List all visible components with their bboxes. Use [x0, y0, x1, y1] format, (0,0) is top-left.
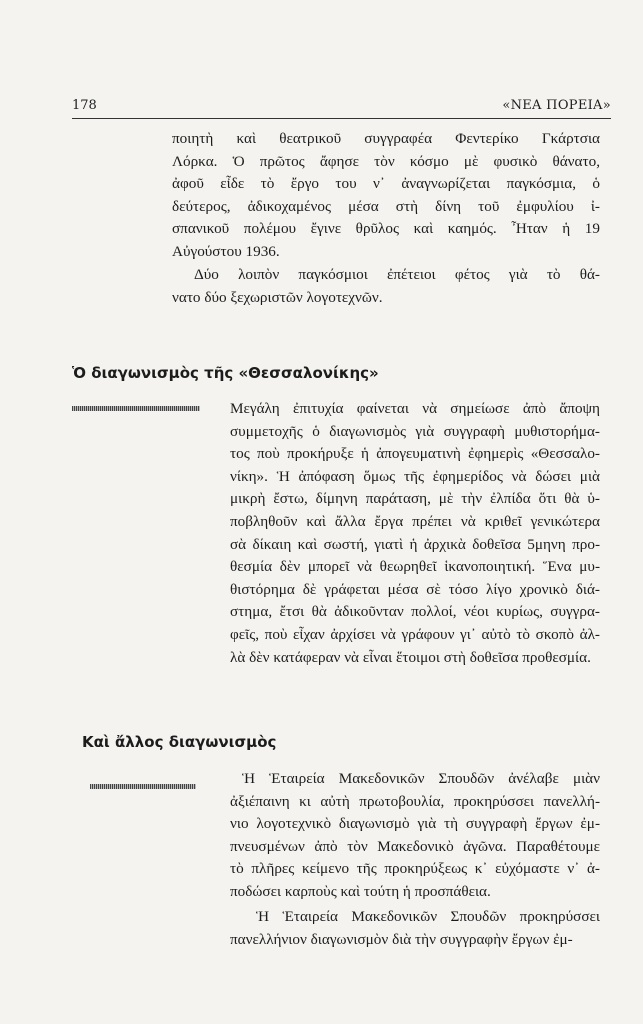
text-line: συμμετοχῆς ὁ διαγωνισμὸς γιὰ συγγραφὴ μυθιστορήμα-: [230, 422, 600, 440]
section-heading-thessaloniki: Ὁ διαγωνισμὸς τῆς «Θεσσαλονίκης»: [72, 364, 379, 382]
text-line: φεῖς, ποὺ εἶχαν ἀρχίσει νὰ γράφουν γι᾿ αὐτὸ τὸ σκοπὸ ἀλ-: [230, 625, 600, 643]
text-line: τὸ πλῆρες κείμενο τῆς προκηρύξεως κ᾿ εὐχόμαστε ν᾿ ἀ-: [230, 860, 600, 878]
text-line: δεύτερος, ἀδικοχαμένος μέσα στὴ δίνη τοῦ ἐμφυλίου ἰ-: [172, 197, 600, 215]
text-line: νιο λογοτεχνικὸ διαγωνισμὸ γιὰ τὴ συγγραφὴ ἔργων ἐμ-: [230, 815, 600, 833]
text-line: Λόρκα. Ὁ πρῶτος ἄφησε τὸν κόσμο μὲ φυσικὸ θάνατο,: [172, 152, 600, 170]
text-line: πανελλήνιον διαγωνισμὸν διὰ τὴν συγγραφὴν ἔργων ἐμ-: [230, 930, 573, 948]
text-line: θιστόρημα δὲ γράφεται μέσα σὲ τόσο λίγο χρονικὸ διά-: [230, 580, 600, 598]
text-line: νίκη». Ἡ ἀπόφαση ὅμως τῆς ἐφημερίδος νὰ δώσει μιὰ: [230, 467, 600, 485]
text-line: Αὐγούστου 1936.: [172, 242, 280, 260]
text-line: στημα, ἔτσι θὰ ἀδικοῦνταν πολλοί, νέοι κυρίως, συγγρα-: [230, 603, 600, 621]
text-line: Ἡ Ἑταιρεία Μακεδονικῶν Σπουδῶν ἀνέλαβε μιὰν: [242, 770, 600, 787]
text-line: σπανικοῦ πολέμου ἔγινε θρῦλος καὶ καημός. Ἦταν ἡ 19: [172, 220, 600, 238]
text-line: ἀξιέπαινη κι αὐτὴ πρωτοβουλία, προκηρύσσει πανελλή-: [230, 792, 600, 810]
text-line: ποβληθοῦν καὶ ἄλλα ἔργα πρέπει νὰ κριθεῖ γενικώτερα: [230, 512, 600, 530]
text-line: Μεγάλη ἐπιτυχία φαίνεται νὰ σημείωσε ἀπὸ ἄποψη: [230, 400, 600, 417]
intro-paragraph-2: [172, 264, 600, 309]
section-rule-bar-2: [90, 784, 196, 789]
section-rule-bar: [72, 406, 200, 411]
text-line: Δύο λοιπὸν παγκόσμιοι ἐπέτειοι φέτος γιὰ τὸ θά-: [194, 266, 600, 283]
text-line: ποδώσει καρποὺς καὶ τούτη ἡ προσπάθεια.: [230, 882, 491, 900]
text-line: μικρὴ ἔστω, δίμηνη παράταση, μὲ τὴν ἐλπίδα ὅτι θὰ ὑ-: [230, 490, 600, 508]
section-heading-another-contest: Καὶ ἄλλος διαγωνισμὸς: [82, 733, 277, 751]
running-header: [72, 98, 611, 119]
text-line: σὰ δίκαιη καὶ σωστή, γιατὶ ἡ ἀρχικὰ δοθεῖσα 5μηνη προ-: [230, 535, 600, 553]
macedonian-studies-paragraph-1: [230, 768, 600, 904]
text-line: Ἡ Ἑταιρεία Μακεδονικῶν Σπουδῶν προκηρύσσει: [256, 908, 600, 925]
macedonian-studies-paragraph-2: [230, 906, 600, 951]
text-line: νατο δύο ξεχωριστῶν λογοτεχνῶν.: [172, 288, 383, 306]
text-line: τος ποὺ προκήρυξε ἡ ἀπογευματινὴ ἐφημερὶς «Θεσσαλο-: [230, 445, 600, 463]
running-title: «ΝΕΑ ΠΟΡΕΙΑ»: [502, 98, 611, 113]
text-line: ἀφοῦ εἶδε τὸ ἔργο του ν᾿ ἀναγνωρίζεται παγκόσμια, ὁ: [172, 175, 600, 193]
text-line: λὰ δὲν κατάφεραν νὰ εἶναι ἕτοιμοι στὴ δοθεῖσα προθεσμία.: [230, 648, 591, 666]
text-line: πνευσμένων ἀπὸ τὸν Μακεδονικὸ ἀγῶνα. Παραθέτουμε: [230, 837, 600, 855]
intro-paragraph-1: [172, 128, 600, 264]
page-number: 178: [72, 98, 97, 113]
text-line: ποιητὴ καὶ θεατρικοῦ συγγραφέα Φεντερίκο Γκάρτσια: [172, 130, 600, 147]
text-line: θεσμία δὲν μπορεῖ νὰ θεωρηθεῖ ἱκανοποιητική. Ἕνα μυ-: [230, 558, 600, 576]
thessaloniki-contest-paragraph: [230, 398, 600, 669]
